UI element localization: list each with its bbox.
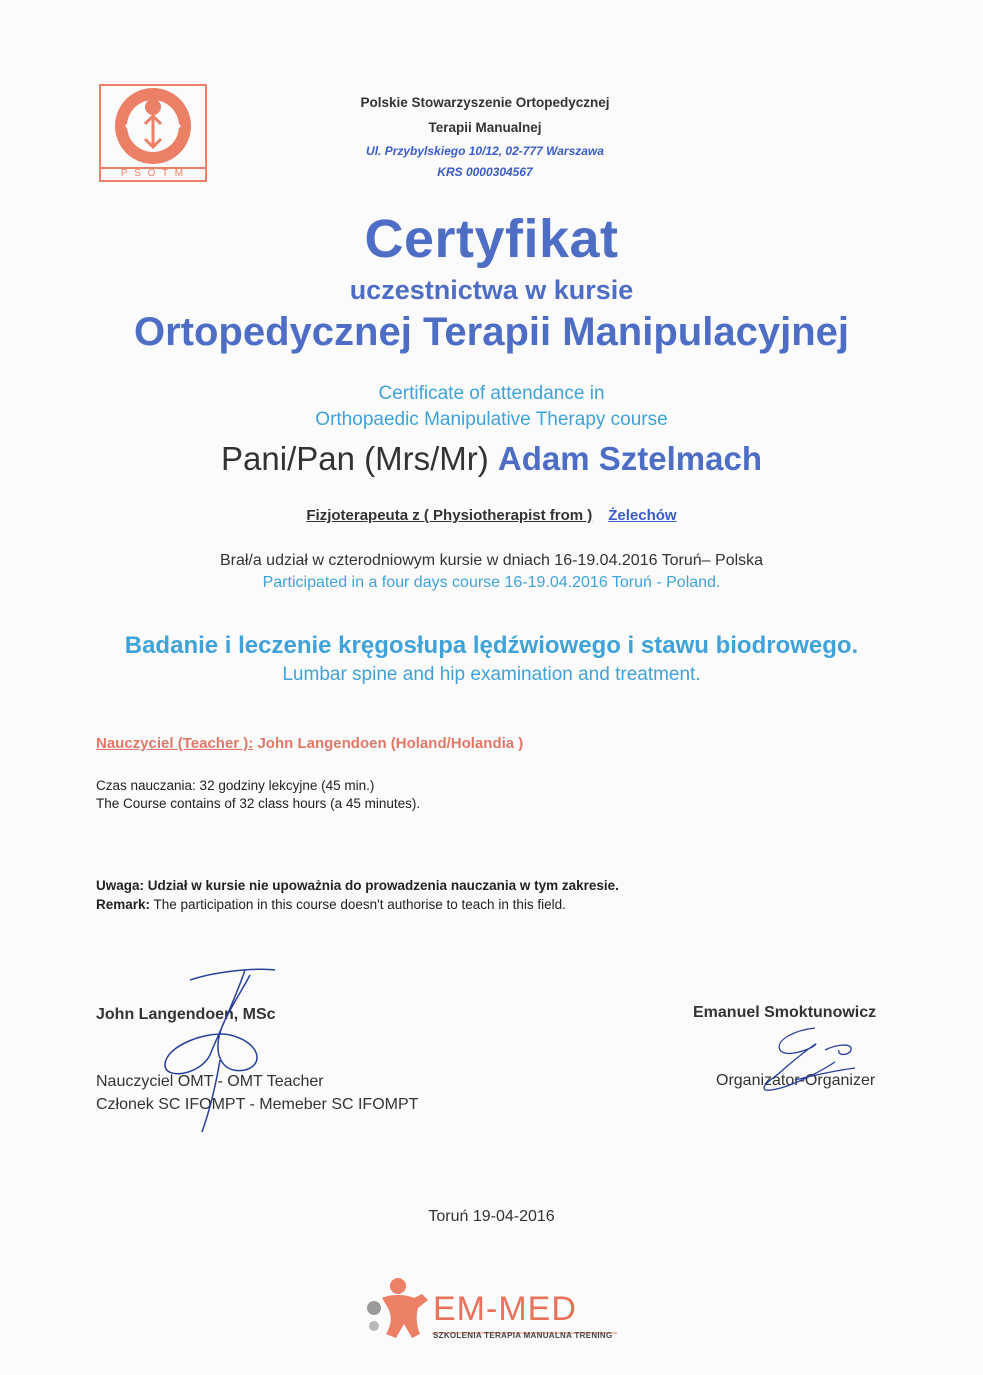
remark-en-text: The participation in this course doesn't authorise to teach in this field. <box>150 897 566 912</box>
teacher-value: John Langendoen (Holand/Holandia ) <box>253 735 524 752</box>
course-name-pl: Ortopedycznej Terapii Manipulacyjnej <box>134 310 849 354</box>
topic-pl: Badanie i leczenie kręgosłupa lędźwiowego i stawu biodrowego. <box>124 632 859 659</box>
left-signatory-name: John Langendoen, MSc <box>96 1006 276 1023</box>
logo-letters: P S O T M <box>120 168 186 179</box>
org-address: Ul. Przybylskiego 10/12, 02-777 Warszawa <box>366 144 604 158</box>
teacher-line <box>96 735 523 752</box>
left-signatory-role2: Członek SC IFOMPT - Memeber SC IFOMPT <box>96 1096 419 1113</box>
emmed-brand: EM-MED <box>433 1290 577 1328</box>
teacher-label: Nauczyciel (Teacher ): <box>96 735 254 752</box>
remark-en-label: Remark: <box>96 897 151 912</box>
remark-pl <box>96 878 619 893</box>
duration-en: The Course contains of 32 class hours (a 45 minutes). <box>96 796 421 811</box>
right-signatory-name: Emanuel Smoktunowicz <box>693 1004 877 1021</box>
recipient-prefix: Pani/Pan (Mrs/Mr) <box>221 440 498 477</box>
duration-pl: Czas nauczania: 32 godziny lekcyjne (45 min.) <box>96 778 375 793</box>
right-signatory-role: Organizator-Organizer <box>716 1072 876 1089</box>
org-name-line2: Terapii Manualnej <box>428 120 542 135</box>
profession-label: Fizjoterapeuta z ( Physiotherapist from ) <box>306 507 593 524</box>
remark-pl-label: Uwaga: <box>96 878 145 893</box>
certificate-subtitle: uczestnictwa w kursie <box>349 275 634 305</box>
certificate-title: Certyfikat <box>364 209 619 269</box>
remark-en <box>96 897 566 912</box>
recipient-line <box>0 440 983 478</box>
certificate-en-line2: Orthopaedic Manipulative Therapy course <box>315 409 668 430</box>
certificate-en-line1: Certificate of attendance in <box>378 383 605 404</box>
org-krs: KRS 0000304567 <box>437 165 533 179</box>
org-name-line1: Polskie Stowarzyszenie Ortopedycznej <box>360 95 610 110</box>
profession-city: Żelechów <box>608 507 677 524</box>
remark-pl-text: Udział w kursie nie upoważnia do prowadzenia nauczania w tym zakresie. <box>144 878 619 893</box>
participation-pl: Brał/a udział w czterodniowym kursie w dniach 16-19.04.2016 Toruń– Polska <box>219 552 764 569</box>
emmed-tagline: SZKOLENIA TERAPIA MANUALNA TRENING <box>433 1331 613 1340</box>
psotm-logo-text <box>99 84 207 182</box>
profession-line <box>0 507 983 524</box>
recipient-name: Adam Sztelmach <box>497 440 762 477</box>
participation-en: Participated in a four days course 16-19.04.2016 Toruń - Poland. <box>262 574 721 591</box>
topic-en: Lumbar spine and hip examination and treatment. <box>282 664 701 685</box>
left-signatory-role1: Nauczyciel OMT - OMT Teacher <box>96 1073 324 1090</box>
place-date: Toruń 19-04-2016 <box>428 1208 555 1225</box>
